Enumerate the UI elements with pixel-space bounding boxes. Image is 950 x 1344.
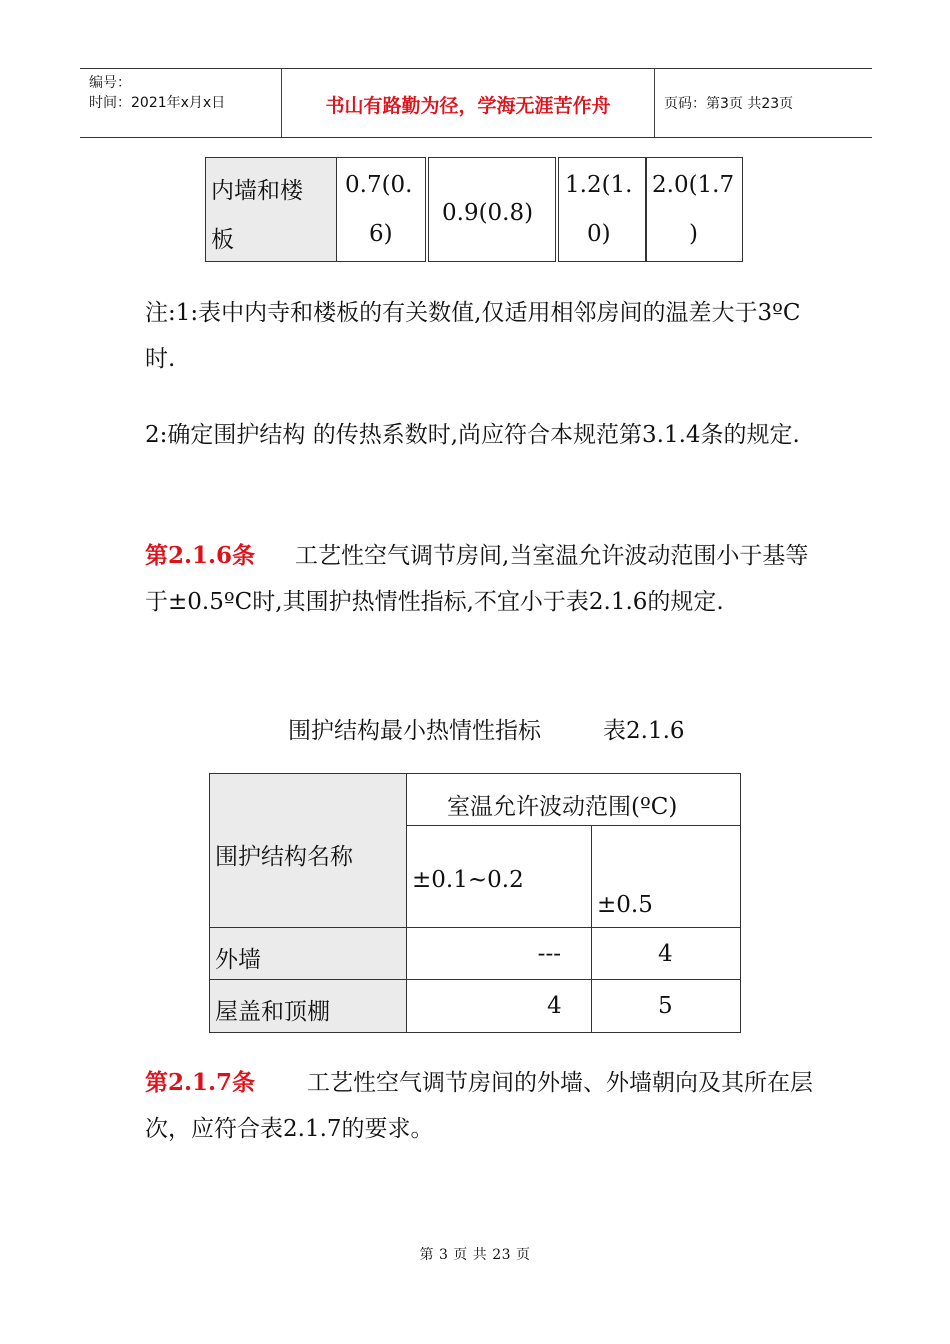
table-cell (591, 927, 741, 980)
note-1: 注:1:表中内寺和楼板的有关数值,仅适用相邻房间的温差大于3ºC时. (145, 300, 801, 372)
cell-value: 6) (369, 221, 393, 247)
table-cell (428, 157, 556, 262)
cell-value: --- (537, 941, 561, 967)
cell-value: 0) (587, 221, 611, 247)
cell-value: 0.7(0. (345, 172, 413, 198)
page-header (80, 68, 872, 138)
page-footer: 第 3 页 共 23 页 (419, 1247, 531, 1263)
table-cell (558, 157, 646, 262)
table-row-label (209, 979, 407, 1033)
document-date: 时间：2021年x月x日 (89, 95, 226, 111)
header-page-info: 页码：第3页 共23页 (664, 96, 794, 112)
row-name: 外墙 (215, 947, 261, 973)
row-label: 板 (211, 227, 234, 253)
article-text: 工艺性空气调节房间的外墙、外墙朝向及其所在层次，应符合表2.1.7的要求。 (145, 1070, 814, 1142)
table-cell (406, 927, 592, 980)
header-divider (654, 69, 655, 137)
table-number: 表2.1.6 (603, 718, 685, 744)
article-text: 工艺性空气调节房间,当室温允许波动范围小于基等于±0.5ºC时,其围护热情性指标,不宜小于表2.1.6的规定. (145, 543, 809, 615)
cell-value: 4 (547, 993, 562, 1019)
cell-value: 4 (658, 941, 673, 967)
column-header: 围护结构名称 (215, 844, 353, 870)
table-cell (591, 979, 741, 1033)
note-2: 2:确定围护结构 的传热系数时,尚应符合本规范第3.1.4条的规定. (145, 422, 800, 448)
table-cell (406, 979, 592, 1033)
header-meta (89, 73, 225, 113)
table-row-label (209, 927, 407, 980)
cell-value: 5 (658, 993, 673, 1019)
cell-value: ) (689, 221, 698, 247)
column-header: 室温允许波动范围(ºC) (447, 794, 678, 820)
article-label: 第2.1.7条 (145, 1069, 256, 1096)
subheader-cell (591, 825, 741, 928)
table-caption (288, 712, 685, 745)
cell-value: 0.9(0.8) (442, 200, 534, 226)
subheader-cell (406, 825, 592, 928)
table-cell (336, 157, 426, 262)
header-cell (406, 773, 741, 826)
cell-value: 1.2(1. (565, 172, 633, 198)
table-title: 围护结构最小热情性指标 (288, 718, 541, 744)
table-top-fragment (205, 157, 743, 262)
article-2-1-6 (145, 533, 815, 625)
column-subheader: ±0.5 (597, 892, 653, 918)
table-cell (646, 157, 743, 262)
cell-value: 2.0(1.7 (652, 172, 735, 198)
document-number-label: 编号： (89, 75, 131, 91)
column-subheader: ±0.1~0.2 (412, 867, 524, 893)
table-2-1-6 (209, 773, 741, 1033)
row-name: 屋盖和顶棚 (215, 999, 330, 1025)
header-motto: 书山有路勤为径，学海无涯苦作舟 (325, 95, 611, 117)
article-2-1-7 (145, 1060, 815, 1152)
row-label: 内墙和楼 (211, 178, 303, 204)
header-cell (209, 773, 407, 928)
article-label: 第2.1.6条 (145, 542, 256, 569)
table-cell (205, 157, 337, 262)
